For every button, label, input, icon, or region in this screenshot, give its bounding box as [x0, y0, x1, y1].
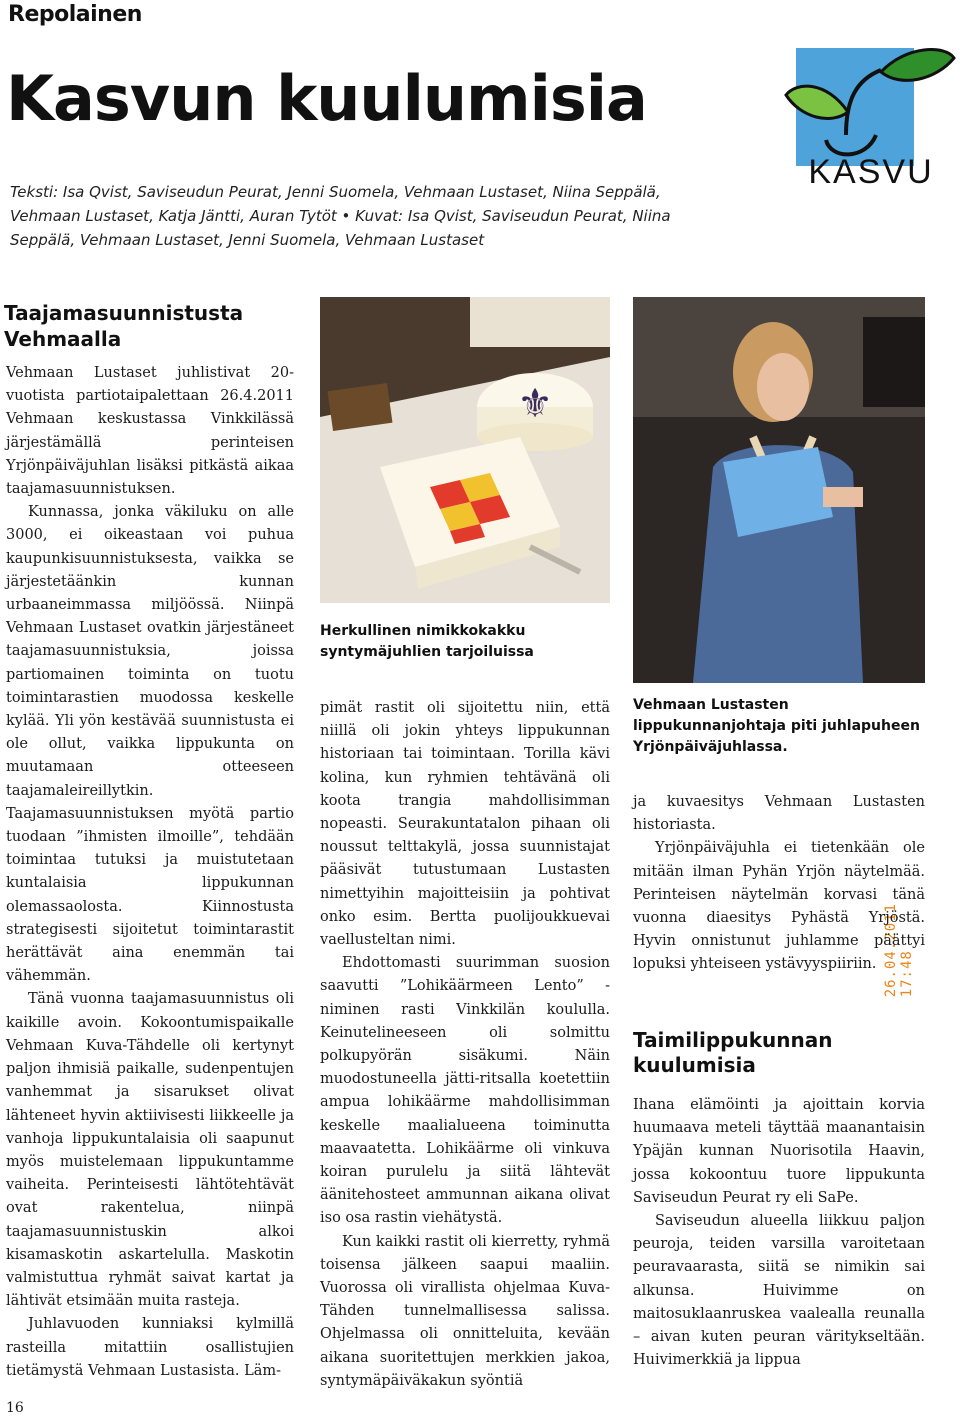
photo-date-stamp: 26.04.2011 17:48 [883, 903, 915, 998]
paragraph: Juhlavuoden kunniaksi kylmillä rasteilla mitattiin osallistujien tietämystä Vehmaan Lustasista. Läm- [6, 1316, 294, 1379]
svg-text:⚜: ⚜ [517, 381, 553, 427]
page-number: 16 [6, 1400, 24, 1416]
photo-cake [320, 297, 610, 603]
logo-text: KASVU [808, 153, 934, 191]
article1-heading: Taajamasuunnistusta Vehmaalla [4, 301, 244, 351]
article2-body [633, 1094, 925, 1372]
article1-column-1 [6, 362, 294, 1383]
credits: Teksti: Isa Qvist, Saviseudun Peurat, Jenni Suomela, Vehmaan Lustaset, Niina Seppälä, Vehmaan Lustaset, Katja Jäntti, Auran Tytöt • Kuvat: Isa Qvist, Saviseudun Peurat, Niina Seppälä, Vehmaan Lustaset, Jenni Suomela, Vehmaan Lustaset [10, 183, 671, 249]
paragraph: ja kuvaesitys Vehmaan Lustasten historiasta. [633, 794, 925, 834]
paragraph: Saviseudun alueella liikkuu paljon peuroja, teiden varsilla varoitetaan peuravaarasta, siitä se nimikin sai alkunsa. Huivimme on maitosuklaanruskea vaalealla reunalla – aivan kuten peuran väritykseltään. Huivimerkkiä ja lippua [633, 1213, 925, 1369]
paragraph: Ehdottomasti suurimman suosion saavutti ”Lohikäärmeen Lento” -niminen rasti Vinkkilän koululla. Keinutelineeseen oli solmittu polkupyörän sisäkumi. Näin muodostuneella jätti-ritsalla koetettiin ampua lohikäärme mahdollisimman keskelle maalialueena toiminutta maavaatetta. Lohikäärme oli vinkuva koiran purulelu ja siitä lähtevät äänitehosteet ammunnan aikana olivat iso osa rastin viehätystä. [320, 955, 610, 1227]
page-title: Kasvun kuulumisia [6, 62, 647, 135]
paragraph: Ihana elämöinti ja ajoittain korvia huumaava meteli täyttää maanantaisin Ypäjän kunnan Nuorisotila Haavin, jossa kokoontuu tuore lippukunta Saviseudun Peurat ry eli SaPe. [633, 1097, 925, 1206]
article2-heading: Taimilippukunnan kuulumisia [633, 1028, 833, 1077]
paragraph: Kun kaikki rastit oli kierretty, ryhmä toisensa jälkeen saapui maaliin. Vuorossa oli virallista ohjelmaa Kuva-Tähden tunnelmallisessa salissa. Ohjelmassa oli onnitteluita, kevään aikana suoritettujen merkkien jakoa, syntymäpäiväkakun syöntiä [320, 1233, 610, 1389]
photo-caption-cake: Herkullinen nimikkokakku syntymäjuhlien tarjoiluissa [320, 623, 534, 660]
article1-column-3 [633, 791, 925, 977]
article1-column-2 [320, 697, 610, 1393]
paragraph: Vehmaan Lustaset juhlistivat 20-vuotista partiotaipalettaan 26.4.2011 Vehmaan keskustassa Vinkkilässä järjestämällä perinteisen Yrjönpäiväjuhlan lisäksi pitkästä aikaa taajamasuunnistuksen. [6, 365, 294, 498]
paragraph: Yrjönpäiväjuhla ei tietenkään ole mitään ilman Pyhän Yrjön näytelmää. Perinteisen näytelmän korvasi tänä vuonna diaesitys Pyhästä Yrjöstä. Hyvin onnistunut juhlamme päättyi lopuksi yhteiseen ystävyyspiiriin. [633, 840, 925, 973]
photo-caption-speaker: Vehmaan Lustasten lippukunnanjohtaja piti juhlapuheen Yrjönpäiväjuhlassa. [633, 697, 920, 755]
paragraph: pimät rastit oli sijoitettu niin, että niillä oli jokin yhteys lippukunnan historiaan tai toimintaan. Torilla kävi kolina, kun ryhmien tehtävänä oli koota trangia mahdollisimman nopeasti. Seurakuntatalon pihaan oli noussut telttakylä, jossa suunnistajat pääsivät tutustumaan Lustasten nimettyihin majoitteisiin ja pohtivat onko esim. Bertta puolijoukkuevai vaellusteltan nimi. [320, 700, 610, 949]
paragraph: Tänä vuonna taajamasuunnistus oli kaikille avoin. Kokoontumispaikalle Vehmaan Kuva-Tähdelle oli kertynyt paljon ihmisiä paikalle, sudenpentujen vanhemmat ja sisarukset olivat lähteneet hyvin aktiivisesti liikkeelle ja vanhoja lippukuntalaisia oli saapunut myös muistelemaan lippukuntamme vaiheita. Perinteisesti lähtötehtävät ovat rakentelua, niinpä taajamasuunnistuskin alkoi kisamaskotin askartelulla. Maskotin valmistuttua ryhmät saivat kartat ja lähtivät etsimään muita rasteja. [6, 991, 294, 1310]
kasvu-logo [786, 40, 956, 191]
paragraph: Kunnassa, jonka väkiluku on alle 3000, ei oikeastaan voi puhua kaupunkisuunnistuksesta, vaikka se järjestetäänkin kunnan urbaaneimmassa miljöössä. Niinpä Vehmaan Lustaset ovatkin järjestäneet taajamasuunnistuksia, joissa partiomainen toiminta on tuotu toimintarastien muodossa keskelle kylää. Yli yön kestävää suunnistusta ei ole ollut, vaikka lippukunta on muutamaan otteeseen taajamaleireillytkin. Taajamasuunnistuksen myötä partio tuodaan ”ihmisten ilmoille”, tehdään toimintaa tutuksi ja muistutetaan kuntalaisia lippukunnan olemassaolosta. Kiinnostusta strategisesti sijoitetut toimintarastit herättävät aina enemmän tai vähemmän. [6, 504, 294, 985]
masthead: Repolainen [8, 2, 142, 27]
